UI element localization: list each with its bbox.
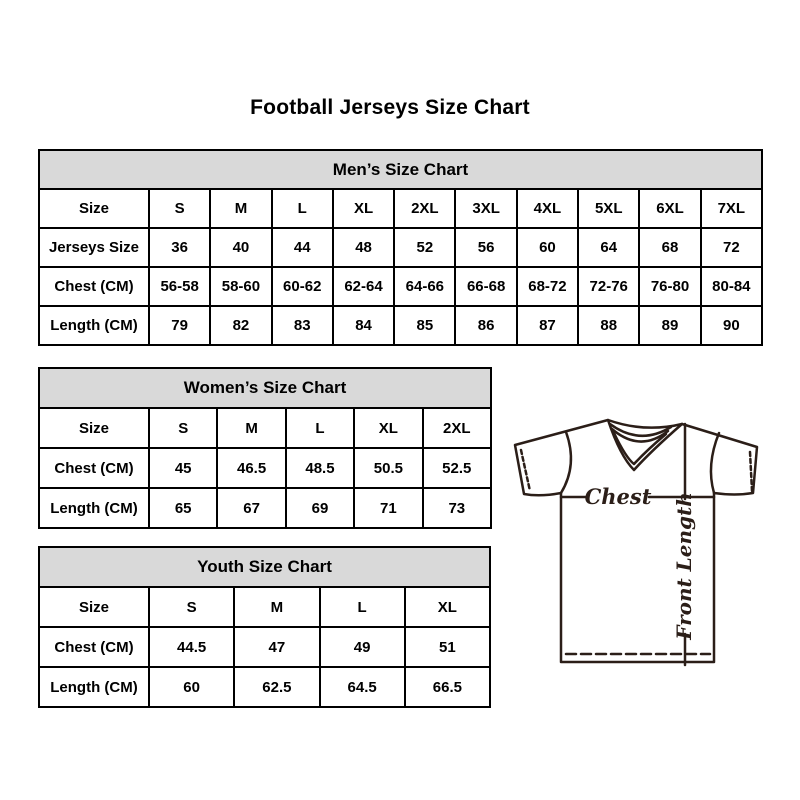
right-cuff-stitch-dashed-line <box>750 452 752 491</box>
mens-cell: 83 <box>272 306 333 345</box>
mens-cell: 2XL <box>394 189 455 228</box>
mens-cell: 64-66 <box>394 267 455 306</box>
youth-cell: L <box>320 587 405 627</box>
mens-cell: 72-76 <box>578 267 639 306</box>
youth-row-label: Length (CM) <box>39 667 149 707</box>
womens-cell: 45 <box>149 448 217 488</box>
mens-row-label: Length (CM) <box>39 306 149 345</box>
womens-cell: S <box>149 408 217 448</box>
womens-cell: 71 <box>354 488 422 528</box>
youth-cell: 44.5 <box>149 627 234 667</box>
womens-row-label: Chest (CM) <box>39 448 149 488</box>
mens-cell: 87 <box>517 306 578 345</box>
mens-cell: S <box>149 189 210 228</box>
mens-cell: 80-84 <box>701 267 762 306</box>
page-title: Football Jerseys Size Chart <box>250 96 530 119</box>
mens-cell: 79 <box>149 306 210 345</box>
mens-cell: 68 <box>639 228 700 267</box>
left-armhole-seam-line <box>561 432 571 493</box>
youth-cell: 66.5 <box>405 667 490 707</box>
mens-cell: 60 <box>517 228 578 267</box>
front-length-measure-label: Front Length <box>672 492 696 640</box>
chest-measure-label: Chest <box>584 484 652 509</box>
womens-cell: L <box>286 408 354 448</box>
womens-size-table <box>38 367 492 529</box>
youth-cell: 62.5 <box>234 667 319 707</box>
mens-row-label: Jerseys Size <box>39 228 149 267</box>
mens-row-label: Size <box>39 189 149 228</box>
youth-row-label: Size <box>39 587 149 627</box>
womens-table-row <box>39 448 491 488</box>
youth-cell: XL <box>405 587 490 627</box>
mens-cell: XL <box>333 189 394 228</box>
youth-cell: M <box>234 587 319 627</box>
youth-cell: 60 <box>149 667 234 707</box>
mens-cell: 84 <box>333 306 394 345</box>
youth-size-table <box>38 546 491 708</box>
mens-table-row <box>39 267 762 306</box>
mens-table-row <box>39 189 762 228</box>
youth-cell: 47 <box>234 627 319 667</box>
right-armhole-seam-line <box>711 433 719 493</box>
mens-cell: 90 <box>701 306 762 345</box>
mens-cell: 6XL <box>639 189 700 228</box>
womens-row-label: Length (CM) <box>39 488 149 528</box>
mens-cell: L <box>272 189 333 228</box>
mens-row-label: Chest (CM) <box>39 267 149 306</box>
mens-cell: 58-60 <box>210 267 271 306</box>
mens-cell: 68-72 <box>517 267 578 306</box>
mens-cell: 64 <box>578 228 639 267</box>
youth-row-label: Chest (CM) <box>39 627 149 667</box>
youth-table-row <box>39 627 490 667</box>
youth-cell: S <box>149 587 234 627</box>
womens-table-row <box>39 488 491 528</box>
womens-cell: 48.5 <box>286 448 354 488</box>
womens-cell: M <box>217 408 285 448</box>
womens-row-label: Size <box>39 408 149 448</box>
mens-table-row <box>39 228 762 267</box>
mens-table-title: Men’s Size Chart <box>39 150 762 189</box>
youth-cell: 51 <box>405 627 490 667</box>
womens-cell: 73 <box>423 488 491 528</box>
mens-table-row <box>39 306 762 345</box>
mens-cell: 56 <box>455 228 516 267</box>
youth-table-title: Youth Size Chart <box>39 547 490 587</box>
mens-cell: 85 <box>394 306 455 345</box>
mens-cell: 56-58 <box>149 267 210 306</box>
mens-cell: 48 <box>333 228 394 267</box>
womens-cell: 2XL <box>423 408 491 448</box>
mens-cell: 88 <box>578 306 639 345</box>
youth-table-row <box>39 587 490 627</box>
mens-cell: 40 <box>210 228 271 267</box>
mens-cell: 5XL <box>578 189 639 228</box>
mens-cell: 89 <box>639 306 700 345</box>
mens-cell: 66-68 <box>455 267 516 306</box>
mens-cell: 76-80 <box>639 267 700 306</box>
womens-cell: 50.5 <box>354 448 422 488</box>
mens-cell: 4XL <box>517 189 578 228</box>
womens-cell: 46.5 <box>217 448 285 488</box>
jersey-outline <box>515 420 757 662</box>
mens-cell: 86 <box>455 306 516 345</box>
youth-table-row <box>39 667 490 707</box>
mens-cell: 62-64 <box>333 267 394 306</box>
mens-cell: 36 <box>149 228 210 267</box>
youth-cell: 64.5 <box>320 667 405 707</box>
mens-size-table <box>38 149 763 346</box>
womens-cell: 67 <box>217 488 285 528</box>
mens-cell: 7XL <box>701 189 762 228</box>
mens-cell: 52 <box>394 228 455 267</box>
womens-cell: 65 <box>149 488 217 528</box>
mens-cell: 3XL <box>455 189 516 228</box>
mens-cell: 44 <box>272 228 333 267</box>
womens-cell: 52.5 <box>423 448 491 488</box>
womens-table-row <box>39 408 491 448</box>
womens-table-title: Women’s Size Chart <box>39 368 491 408</box>
womens-cell: XL <box>354 408 422 448</box>
mens-cell: M <box>210 189 271 228</box>
jersey-measurement-diagram <box>500 405 780 675</box>
youth-cell: 49 <box>320 627 405 667</box>
mens-cell: 82 <box>210 306 271 345</box>
womens-cell: 69 <box>286 488 354 528</box>
mens-cell: 60-62 <box>272 267 333 306</box>
mens-cell: 72 <box>701 228 762 267</box>
